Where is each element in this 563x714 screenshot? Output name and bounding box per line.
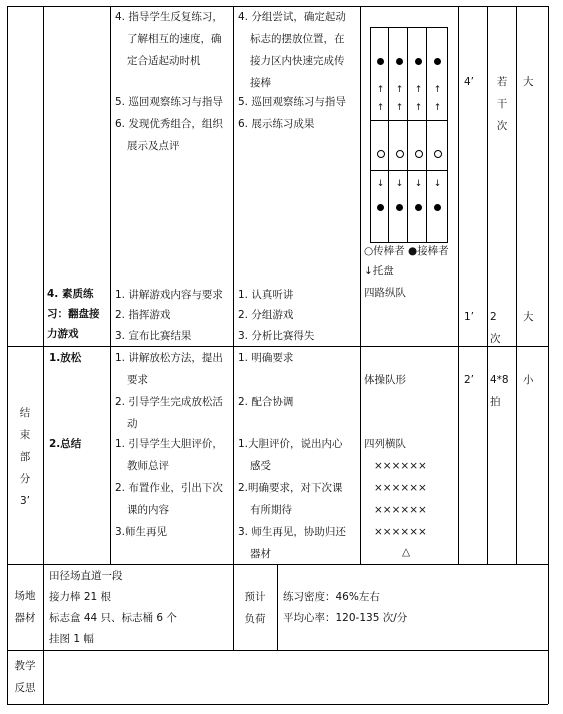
arrow-up-icon: ↑ xyxy=(376,85,385,95)
receiver-marker xyxy=(434,204,441,211)
text-line: 器材 xyxy=(250,548,271,560)
formation-four-rows: 四列横队 xyxy=(364,438,406,450)
intensity-value: 大 xyxy=(523,76,534,88)
duration-value: 2’ xyxy=(464,374,475,386)
arrow-up-icon: ↑ xyxy=(395,103,404,113)
tray-arrow-icon: ↓ xyxy=(433,179,442,189)
receiver-marker xyxy=(434,58,441,65)
receiver-marker xyxy=(377,204,384,211)
receiver-marker xyxy=(396,58,403,65)
passer-marker xyxy=(396,150,404,158)
repetition-value: 2 次 xyxy=(490,311,501,345)
receiver-marker xyxy=(396,204,403,211)
table-border-bottom xyxy=(7,704,548,705)
text-line: 1.大胆评价，说出内心 xyxy=(238,438,343,450)
formation-row: ×××××× xyxy=(374,504,427,516)
formation-row: ×××××× xyxy=(374,526,427,538)
col-divider xyxy=(43,6,44,564)
summary-title: 2.总结 xyxy=(49,438,82,450)
text-line: 教师总评 xyxy=(127,460,169,472)
arrow-up-icon: ↑ xyxy=(376,103,385,113)
col-divider xyxy=(360,6,361,564)
arrow-row xyxy=(371,102,447,114)
section-title-relay-game: 4. 素质练习：翻盘接力游戏 xyxy=(47,288,100,340)
equipment-item: 标志盒 44 只、标志桶 6 个 xyxy=(49,612,177,624)
zone-line xyxy=(371,120,447,121)
text-line: 展示及点评 xyxy=(127,140,180,152)
equipment-item: 田径场直道一段 xyxy=(49,570,123,582)
text-line: 标志的摆放位置，在 xyxy=(250,33,345,45)
tray-arrow-icon: ↓ xyxy=(414,179,423,189)
col-divider xyxy=(516,6,517,564)
diagram-legend: ○传棒者 ●接棒者 xyxy=(364,245,449,257)
intensity-value: 小 xyxy=(523,374,534,386)
passer-row xyxy=(371,150,447,158)
arrow-up-icon: ↑ xyxy=(414,103,423,113)
text-line: 6. 发现优秀组合，组织 xyxy=(115,118,223,130)
col-divider xyxy=(110,6,111,564)
arrow-up-icon: ↑ xyxy=(433,85,442,95)
passer-marker xyxy=(434,150,442,158)
passer-marker xyxy=(377,150,385,158)
arrow-up-icon: ↑ xyxy=(395,85,404,95)
arrow-up-icon: ↑ xyxy=(414,85,423,95)
text-line: 定合适起动时机 xyxy=(127,55,201,67)
col-divider xyxy=(458,6,459,564)
text-line: 5. 巡回观察练习与指导 xyxy=(238,96,346,108)
text-line: 2. 配合协调 xyxy=(238,396,294,408)
text-line: 1. 认真听讲 xyxy=(238,289,294,301)
repetition-value: 4*8 拍 xyxy=(490,374,509,408)
venue-label: 场地 器材 xyxy=(14,590,36,624)
tray-arrow-icon: ↓ xyxy=(376,179,385,189)
text-line: 要求 xyxy=(127,374,148,386)
receiver-marker xyxy=(415,58,422,65)
section-label-ending: 结 束 部 分 3’ xyxy=(19,407,31,507)
passer-marker xyxy=(415,150,423,158)
text-line: 4. 分组尝试，确定起动 xyxy=(238,11,346,23)
col-divider xyxy=(43,564,44,704)
text-line: 3. 宣布比赛结果 xyxy=(115,330,192,342)
repetition-value: 若 干 次 xyxy=(496,76,508,132)
teacher-position-icon: △ xyxy=(402,546,411,558)
text-line: 2. 布置作业，引出下次 xyxy=(115,482,223,494)
text-line: 感受 xyxy=(250,460,271,472)
equipment-item: 接力棒 21 根 xyxy=(49,591,112,603)
tray-arrow-icon: ↓ xyxy=(395,179,404,189)
text-line: 接棒 xyxy=(250,77,271,89)
text-line: 2. 引导学生完成放松活 xyxy=(115,396,223,408)
text-line: 了解相互的速度，确 xyxy=(127,33,222,45)
text-line: 3. 分析比赛得失 xyxy=(238,330,315,342)
load-forecast-label: 预计 负荷 xyxy=(244,591,266,625)
formation-row: ×××××× xyxy=(374,482,427,494)
formation-row: ×××××× xyxy=(374,460,427,472)
text-line: 动 xyxy=(127,418,138,430)
tray-row xyxy=(371,178,447,190)
text-line: 1. 讲解游戏内容与要求 xyxy=(115,289,223,301)
text-line: 1. 引导学生大胆评价， xyxy=(115,438,223,450)
text-line: 2. 指挥游戏 xyxy=(115,309,171,321)
formation-gymnastics: 体操队形 xyxy=(364,374,406,386)
equipment-item: 挂图 1 幅 xyxy=(49,633,94,645)
text-line: 有所期待 xyxy=(250,504,292,516)
relay-formation-diagram xyxy=(370,27,448,243)
text-line: 5. 巡回观察练习与指导 xyxy=(115,96,223,108)
table-border-left xyxy=(7,6,8,704)
col-divider xyxy=(277,564,278,650)
text-line: 6. 展示练习成果 xyxy=(238,118,315,130)
relax-title: 1.放松 xyxy=(49,352,82,364)
average-heart-rate: 平均心率：120-135 次/分 xyxy=(283,612,408,624)
receiver-row xyxy=(371,204,447,211)
table-border-right xyxy=(548,6,549,704)
duration-value: 1’ xyxy=(464,311,475,323)
zone-line xyxy=(371,170,447,171)
exercise-density: 练习密度：46%左右 xyxy=(283,591,380,603)
intensity-value: 大 xyxy=(523,311,534,323)
diagram-legend-tray: ↓托盘 xyxy=(364,265,394,277)
text-line: 课的内容 xyxy=(127,504,169,516)
duration-value: 4’ xyxy=(464,76,475,88)
text-line: 1. 明确要求 xyxy=(238,352,294,364)
text-line: 2.明确要求，对下次课 xyxy=(238,482,343,494)
text-line: 4. 指导学生反复练习， xyxy=(115,11,223,23)
text-line: 接力区内快速完成传 xyxy=(250,55,345,67)
reflection-label: 教学 反思 xyxy=(14,660,36,694)
text-line: 1. 讲解放松方法，提出 xyxy=(115,352,223,364)
text-line: 3. 师生再见，协助归还 xyxy=(238,526,346,538)
arrow-row xyxy=(371,84,447,96)
receiver-marker xyxy=(377,58,384,65)
formation-label: 四路纵队 xyxy=(364,287,406,299)
row-divider xyxy=(7,650,548,651)
col-divider xyxy=(233,6,234,564)
receiver-marker xyxy=(415,204,422,211)
text-line: 3.师生再见 xyxy=(115,526,168,538)
receiver-row xyxy=(371,58,447,65)
arrow-up-icon: ↑ xyxy=(433,103,442,113)
col-divider xyxy=(233,564,234,650)
col-divider xyxy=(487,6,488,564)
reflection-content xyxy=(46,653,546,702)
text-line: 2. 分组游戏 xyxy=(238,309,294,321)
